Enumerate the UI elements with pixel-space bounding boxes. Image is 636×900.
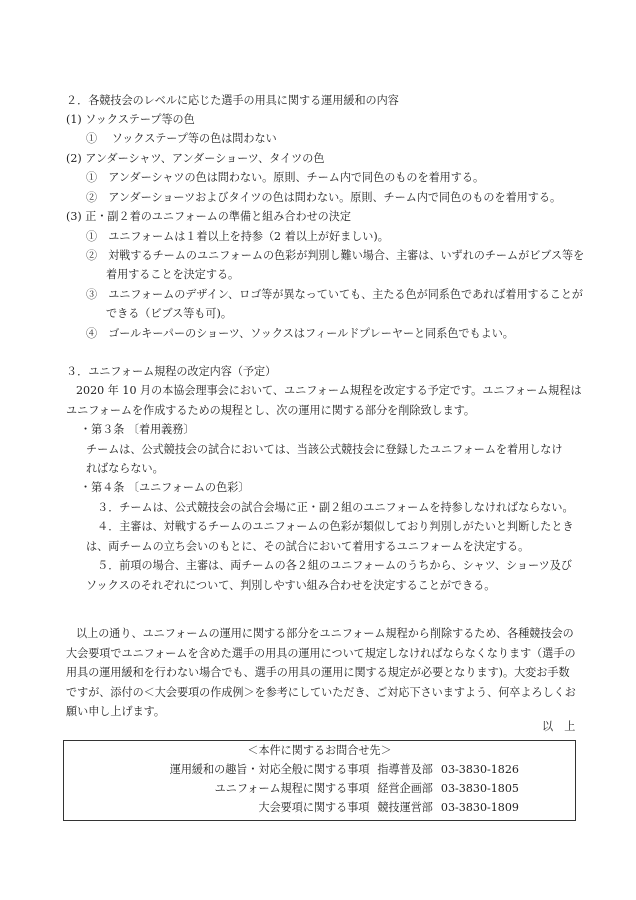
contact-row	[215, 779, 519, 799]
section2-item3-c-line1: ③ ユニフォームのデザイン、ロゴ等が異なっていても、主たる色が同系色であれば着用することが	[86, 288, 584, 301]
section2-item3-d: ④ ゴールキーパーのショーツ、ソックスはフィールドプレーヤーと同系色でもよい。	[86, 327, 514, 340]
closing-line5: 願い申し上げます。	[66, 705, 165, 718]
contact-dept: 経営企画部	[377, 782, 433, 795]
closing-end-mark: 以 上	[542, 720, 576, 733]
contact-box	[63, 740, 576, 821]
contact-phone: 03-3830-1809	[440, 801, 519, 814]
article3-line1: チームは、公式競技会の試合においては、当該公式競技会に登録したユニフォームを着用しなけ	[86, 443, 563, 456]
section2-item3-b-line1: ② 対戦するチームのユニフォームの色彩が判別し難い場合、主審は、いずれのチームがビブス等を	[86, 249, 585, 262]
section2-item2-title: (2) アンダーシャツ、アンダーショーツ、タイツの色	[66, 152, 325, 165]
closing-line4: ですが、添付の＜大会要項の作成例＞を参考にしていただき、ご対応下さいますよう、何卒よろしくお	[66, 686, 576, 699]
article4-line3: は、両チームの立ち会いのもとに、その試合において着用するユニフォームを決定する。	[86, 540, 530, 553]
section2-item3-title: (3) 正・副２着のユニフォームの準備と組み合わせの決定	[66, 210, 351, 223]
section2-item2-b: ② アンダーショーツおよびタイツの色は問わない。原則、チーム内で同色のものを着用する。	[86, 191, 562, 204]
article3-title: ・第３条 〔着用義務〕	[80, 423, 195, 436]
contact-topic: 大会要項に関する事項	[258, 801, 370, 814]
article3-line2: ればならない。	[86, 462, 164, 475]
contact-topic: ユニフォーム規程に関する事項	[214, 782, 370, 795]
section3-para-line1: 2020 年 10 月の本協会理事会において、ユニフォーム規程を改定する予定です。ユニフォーム規程は	[76, 384, 582, 397]
section2-item3-b-line2: 着用することを決定する。	[106, 268, 240, 281]
contact-topic: 運用緩和の趣旨・対応全般に関する事項	[169, 763, 370, 776]
contact-row	[170, 760, 519, 780]
contact-dept: 競技運営部	[377, 801, 433, 814]
section2-item3-c-line2: できる（ビブス等も可)。	[106, 307, 232, 320]
closing-line1: 以上の通り、ユニフォームの運用に関する部分をユニフォーム規程から削除するため、各種競技会の	[76, 627, 574, 640]
contact-dept: 指導普及部	[377, 763, 433, 776]
section2-item1-a: ① ソックステープ等の色は問わない	[86, 132, 277, 145]
section3-heading: ３．ユニフォーム規程の改定内容（予定）	[66, 365, 277, 378]
article4-line5: ソックスのそれぞれについて、判別しやすい組み合わせを決定することができる。	[86, 579, 496, 592]
contact-phone: 03-3830-1826	[440, 763, 519, 776]
closing-line3: 用具の運用緩和を行わない場合でも、選手の用具の運用に関する規定が必要となります)。大変お手数	[66, 666, 570, 679]
contact-phone: 03-3830-1805	[440, 782, 519, 795]
contact-title: ＜本件に関するお問合せ先＞	[247, 744, 392, 757]
article4-line1: ３．チームは、公式競技会の試合会場に正・副２組のユニフォームを持参しなければならない。	[86, 501, 574, 514]
section2-item1-title: (1) ソックステープ等の色	[66, 113, 195, 126]
section2-item2-a: ① アンダーシャツの色は問わない。原則、チーム内で同色のものを着用する。	[86, 171, 485, 184]
article4-line2: ４．主審は、対戦するチームのユニフォームの色彩が類似しており判別しがたいと判断したとき	[86, 520, 574, 533]
section2-item3-a: ① ユニフォームは１着以上を持参（2 着以上が好ましい)。	[86, 230, 389, 243]
article4-title: ・第４条 〔ユニフォームの色彩〕	[80, 481, 250, 494]
contact-row	[258, 798, 519, 818]
section3-para-line2: ユニフォームを作成するための規程とし、次の運用に関する部分を削除致します。	[66, 404, 476, 417]
article4-line4: ５．前項の場合、主審は、両チームの各２組のユニフォームのうちから、シャツ、ショーツ及び	[86, 559, 572, 572]
section2-heading: ２．各競技会のレベルに応じた選手の用具に関する運用緩和の内容	[66, 94, 399, 107]
closing-line2: 大会要項でユニフォームを含めた選手の用具の運用について規定しなければならなくなります（選手の	[66, 647, 576, 660]
